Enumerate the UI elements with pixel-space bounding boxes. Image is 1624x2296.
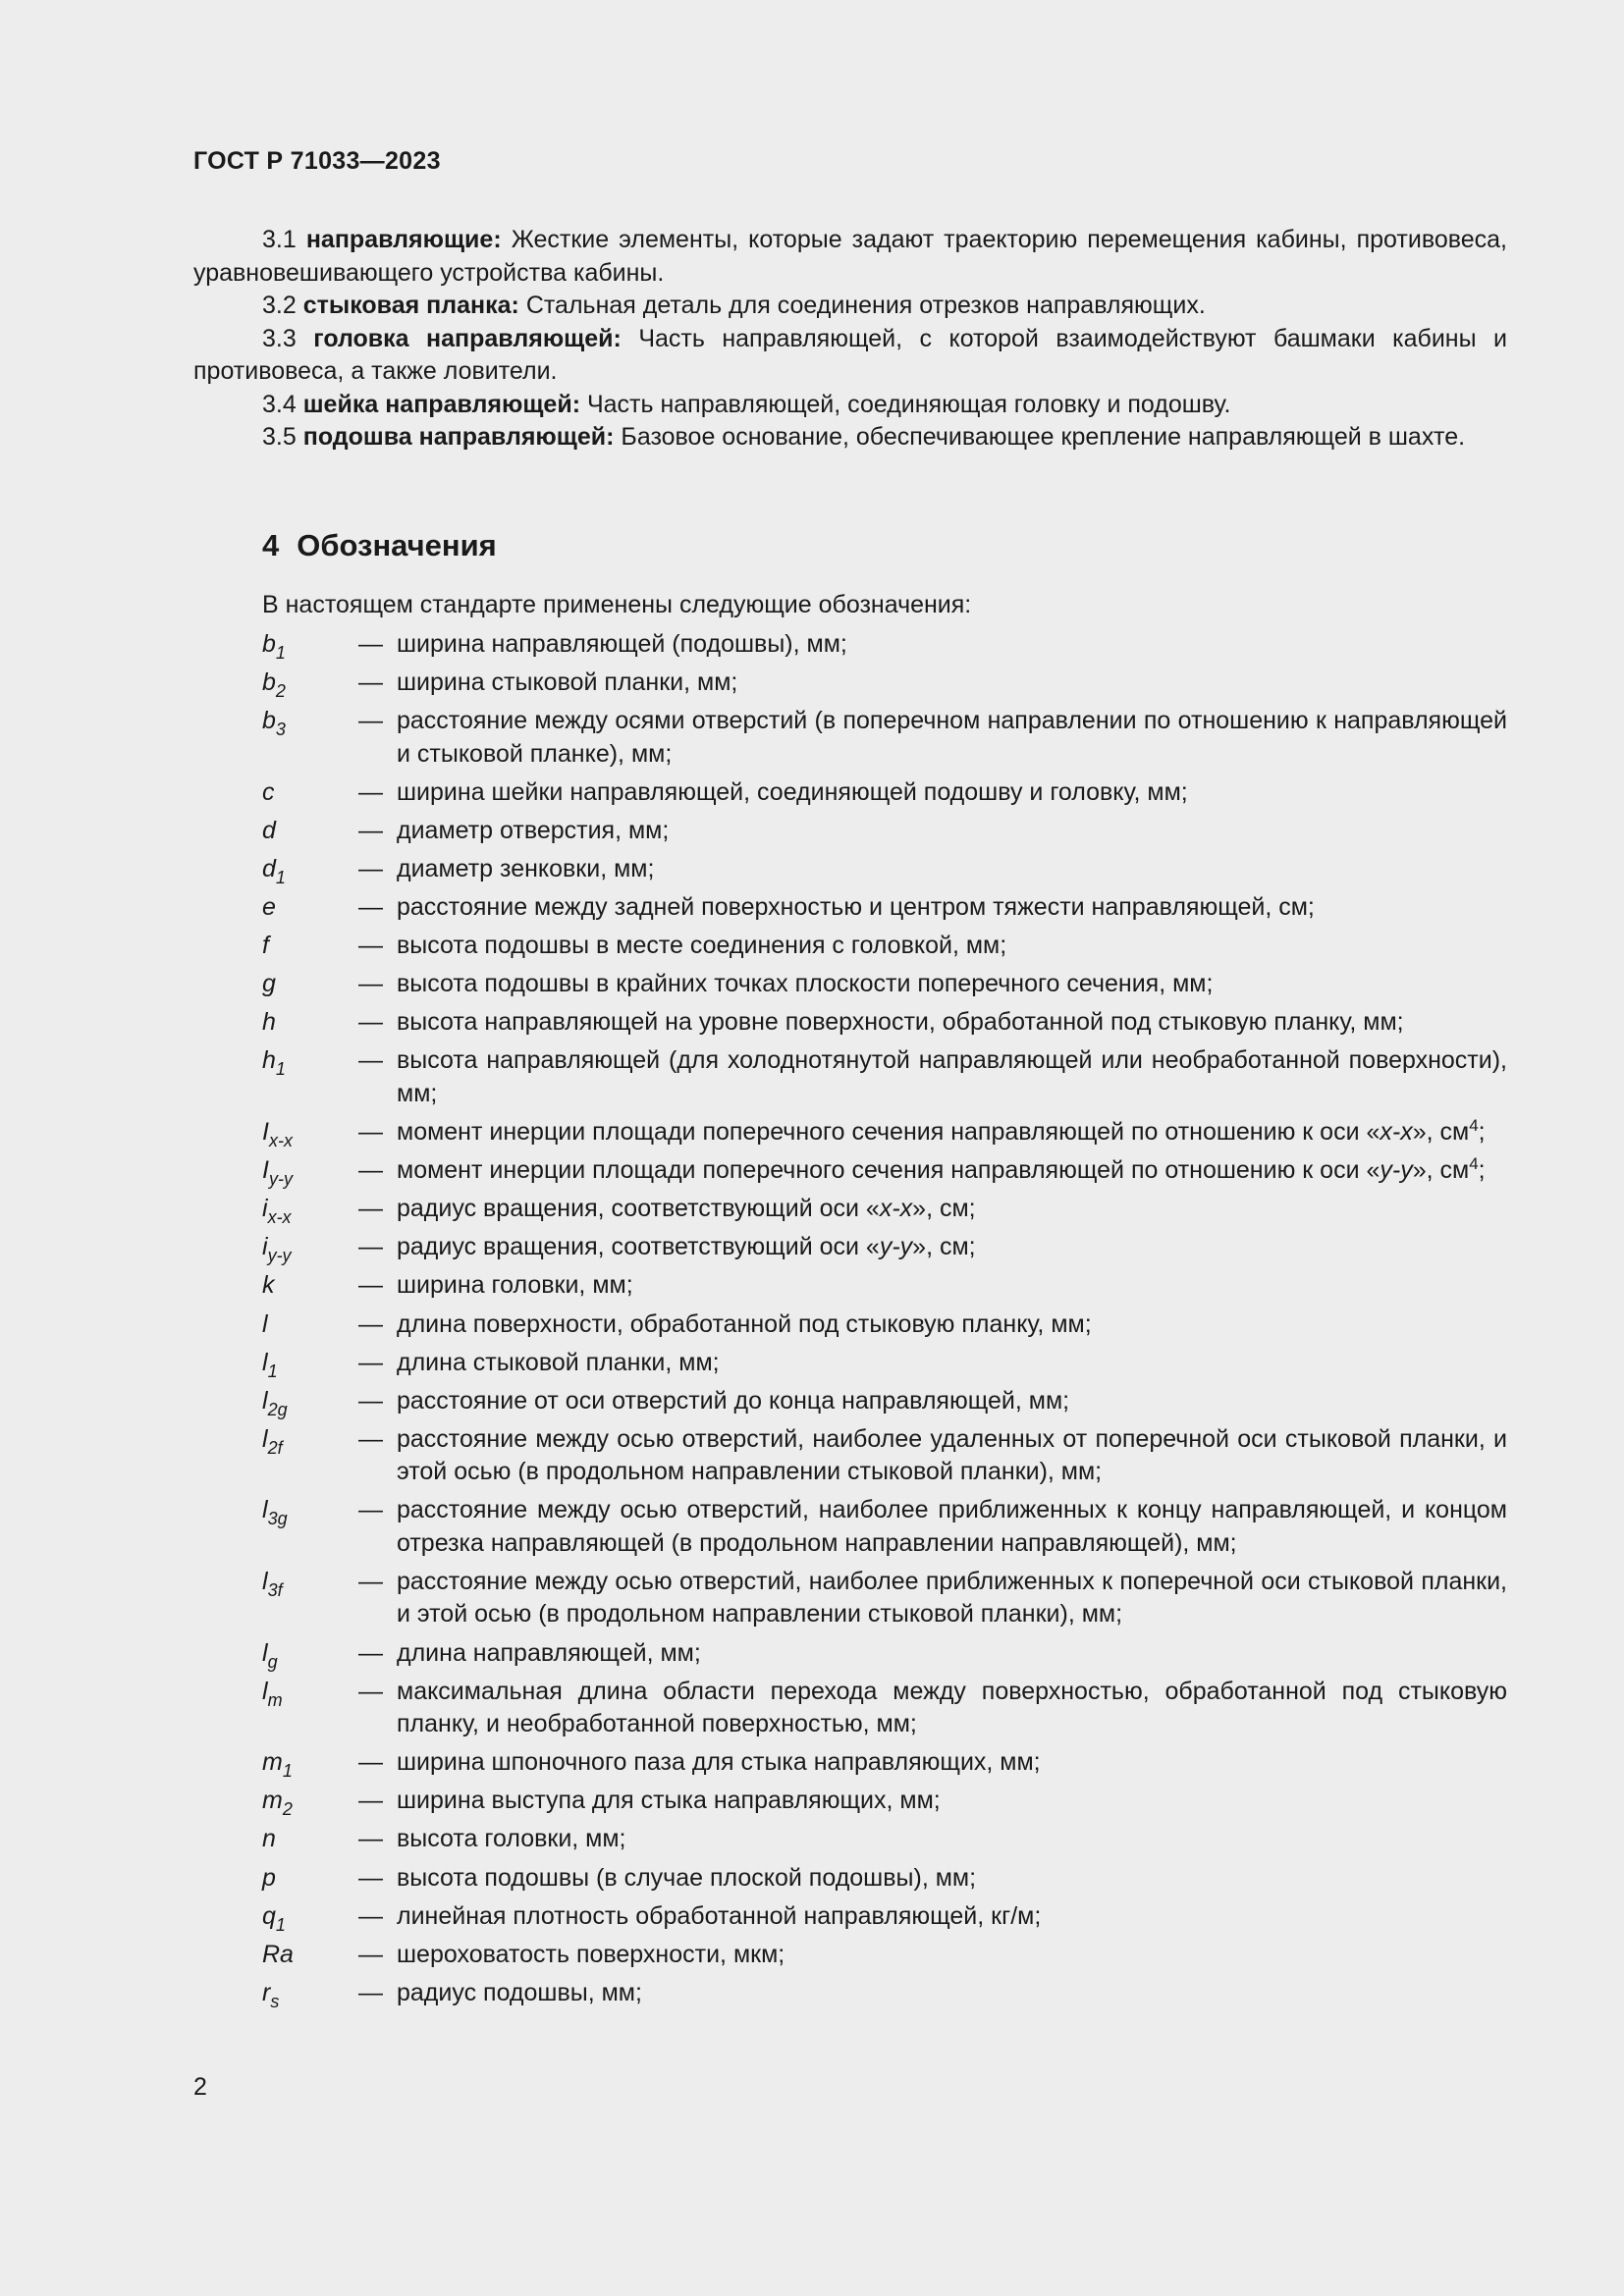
symbol-description: — ширина выступа для стыка направляющих, мм; [358, 1787, 941, 1815]
symbol-row [262, 1977, 1507, 2010]
symbol-description: — ширина шейки направляющей, соединяющей подошву и головку, мм; [358, 777, 1188, 806]
symbol-row [262, 1193, 1507, 1226]
section-heading: Обозначения [297, 528, 497, 562]
symbol-description: — высота подошвы в крайних точках плоскости поперечного сечения, мм; [358, 970, 1214, 998]
symbol-row [262, 1116, 1507, 1149]
symbol-row [262, 1154, 1507, 1188]
symbol-notation: $l_g$ [262, 1638, 278, 1672]
symbol-row [262, 891, 1507, 925]
symbol-notation: $l_{2f}$ [262, 1424, 283, 1458]
symbol-notation: $m_1$ [262, 1748, 293, 1782]
symbol-row [262, 628, 1507, 662]
definitions-list [193, 224, 1507, 454]
symbol-notation: $l_{2g}$ [262, 1386, 288, 1419]
symbol-row [262, 1385, 1507, 1418]
symbol-notation: $b_1$ [262, 630, 286, 663]
definition-item: 3.4 шейка направляющей: Часть направляющей, соединяющая головку и подошву. [262, 390, 1231, 418]
symbol-row [262, 667, 1507, 700]
symbol-description: — ширина шпоночного паза для стыка направляющих, мм; [358, 1748, 1041, 1777]
symbol-row [262, 1900, 1507, 1934]
symbol-description: — момент инерции площади поперечного сечения направляющей по отношению к оси «x-x», $см^4$; [358, 1116, 1486, 1147]
definition-item: 3.5 подошва направляющей: Базовое основание, обеспечивающее крепление направляющей в шахте. [262, 423, 1466, 451]
symbol-description: — расстояние между осью отверстий, наиболее удаленных от поперечной оси стыковой планки, и этой осью (в продольном направлении стыковой планки), мм; [358, 1424, 1507, 1486]
symbol-description: — диаметр отверстия, мм; [358, 816, 670, 844]
symbol-notation: l [262, 1309, 268, 1338]
symbol-row [262, 1006, 1507, 1040]
symbol-row [262, 1044, 1507, 1110]
symbol-description: — расстояние между осью отверстий, наиболее приближенных к поперечной оси стыковой планки, и этой осью (в продольном направлении стыковой планки), мм; [358, 1567, 1507, 1629]
symbol-notation: $l_m$ [262, 1677, 283, 1710]
symbol-notation: d [262, 816, 276, 844]
symbol-notation: $I_{x-x}$ [262, 1118, 293, 1151]
symbol-row [262, 705, 1507, 771]
symbol-description: — линейная плотность обработанной направляющей, кг/м; [358, 1901, 1042, 1930]
symbol-notation: p [262, 1863, 276, 1892]
symbol-row [262, 1308, 1507, 1342]
symbol-notation: $q_1$ [262, 1901, 286, 1935]
symbol-description: — расстояние от оси отверстий до конца направляющей, мм; [358, 1386, 1070, 1415]
symbol-row [262, 1347, 1507, 1380]
symbol-notation: g [262, 970, 276, 998]
symbol-description: — длина стыковой планки, мм; [358, 1348, 720, 1376]
document-header: ГОСТ Р 71033—2023 [193, 147, 441, 175]
symbol-row [262, 1823, 1507, 1856]
symbol-notation: $m_2$ [262, 1787, 293, 1820]
definition-item: 3.1 направляющие: Жесткие элементы, которые задают траекторию перемещения кабины, противовеса, уравновешивающего устройства кабины. [193, 226, 1507, 287]
page-number: 2 [193, 2073, 207, 2101]
symbol-notation: $l_{3f}$ [262, 1567, 283, 1600]
definition-item: 3.3 головка направляющей: Часть направляющей, с которой взаимодействуют башмаки кабины и противовеса, а также ловители. [193, 324, 1507, 385]
symbol-description: — высота подошвы в месте соединения с головкой, мм; [358, 932, 1007, 960]
symbol-notation: $b_2$ [262, 668, 286, 702]
section-intro: В настоящем стандарте применены следующие обозначения: [262, 591, 972, 618]
symbols-list [262, 628, 1507, 2015]
symbol-description: — высота направляющей (для холоднотянутой направляющей или необработанной поверхности), мм; [358, 1046, 1507, 1107]
symbol-row [262, 1494, 1507, 1560]
symbol-notation: Ra [262, 1940, 294, 1968]
symbol-notation: $d_1$ [262, 854, 286, 887]
symbol-row [262, 1676, 1507, 1741]
symbol-row [262, 815, 1507, 848]
symbol-notation: h [262, 1008, 276, 1037]
symbol-description: — ширина направляющей (подошвы), мм; [358, 630, 847, 658]
symbol-description: — высота направляющей на уровне поверхности, обработанной под стыковую планку, мм; [358, 1008, 1404, 1037]
symbol-notation: $l_1$ [262, 1348, 278, 1381]
symbol-notation: $I_{y-y}$ [262, 1156, 293, 1190]
symbol-row [262, 853, 1507, 886]
symbol-row [262, 776, 1507, 810]
symbol-description: — радиус подошвы, мм; [358, 1978, 642, 2006]
symbol-description: — расстояние между осями отверстий (в поперечном направлении по отношению к направляющей и стыковой планке), мм; [358, 707, 1507, 768]
symbol-notation: $i_{x-x}$ [262, 1195, 292, 1228]
symbol-description: — длина поверхности, обработанной под стыковую планку, мм; [358, 1309, 1092, 1338]
section-number: 4 [262, 528, 280, 562]
symbol-row [262, 1785, 1507, 1818]
symbol-row [262, 1566, 1507, 1631]
symbol-description: — момент инерции площади поперечного сечения направляющей по отношению к оси «y-y», $см^4$; [358, 1154, 1486, 1185]
symbol-notation: $b_3$ [262, 707, 286, 740]
symbol-row [262, 1637, 1507, 1671]
symbol-notation: k [262, 1271, 275, 1300]
symbol-notation: e [262, 893, 276, 922]
symbol-row [262, 1423, 1507, 1489]
symbol-notation: $i_{y-y}$ [262, 1233, 292, 1266]
section-title [262, 528, 497, 563]
symbol-description: — шероховатость поверхности, мкм; [358, 1940, 785, 1968]
symbol-row [262, 968, 1507, 1001]
symbol-row [262, 1939, 1507, 1972]
definition-item: 3.2 стыковая планка: Стальная деталь для соединения отрезков направляющих. [262, 292, 1206, 319]
symbol-description: — максимальная длина области перехода между поверхностью, обработанной под стыковую планку, и необработанной поверхностью, мм; [358, 1677, 1507, 1738]
symbol-row [262, 1862, 1507, 1896]
symbol-description: — высота подошвы (в случае плоской подошвы), мм; [358, 1863, 977, 1892]
symbol-row [262, 1231, 1507, 1264]
symbol-notation: c [262, 777, 275, 806]
symbol-description: — диаметр зенковки, мм; [358, 854, 655, 882]
symbol-description: — ширина головки, мм; [358, 1271, 633, 1300]
symbol-row [262, 1746, 1507, 1780]
symbol-description: — радиус вращения, соответствующий оси «x-x», см; [358, 1195, 976, 1223]
symbol-row [262, 1269, 1507, 1303]
symbol-notation: $l_{3g}$ [262, 1496, 288, 1529]
symbol-description: — расстояние между осью отверстий, наиболее приближенных к концу направляющей, и концом отрезка направляющей (в продольном направлении направляющей), мм; [358, 1496, 1507, 1557]
symbol-description: — длина направляющей, мм; [358, 1638, 701, 1667]
symbol-row [262, 930, 1507, 963]
symbol-description: — расстояние между задней поверхностью и центром тяжести направляющей, см; [358, 893, 1315, 922]
symbol-notation: $h_1$ [262, 1046, 286, 1080]
symbol-notation: n [262, 1825, 276, 1853]
symbol-notation: f [262, 932, 269, 960]
symbol-description: — высота головки, мм; [358, 1825, 626, 1853]
symbol-notation: $r_s$ [262, 1978, 280, 2011]
symbol-description: — радиус вращения, соответствующий оси «y-y», см; [358, 1233, 976, 1261]
symbol-description: — ширина стыковой планки, мм; [358, 668, 738, 697]
